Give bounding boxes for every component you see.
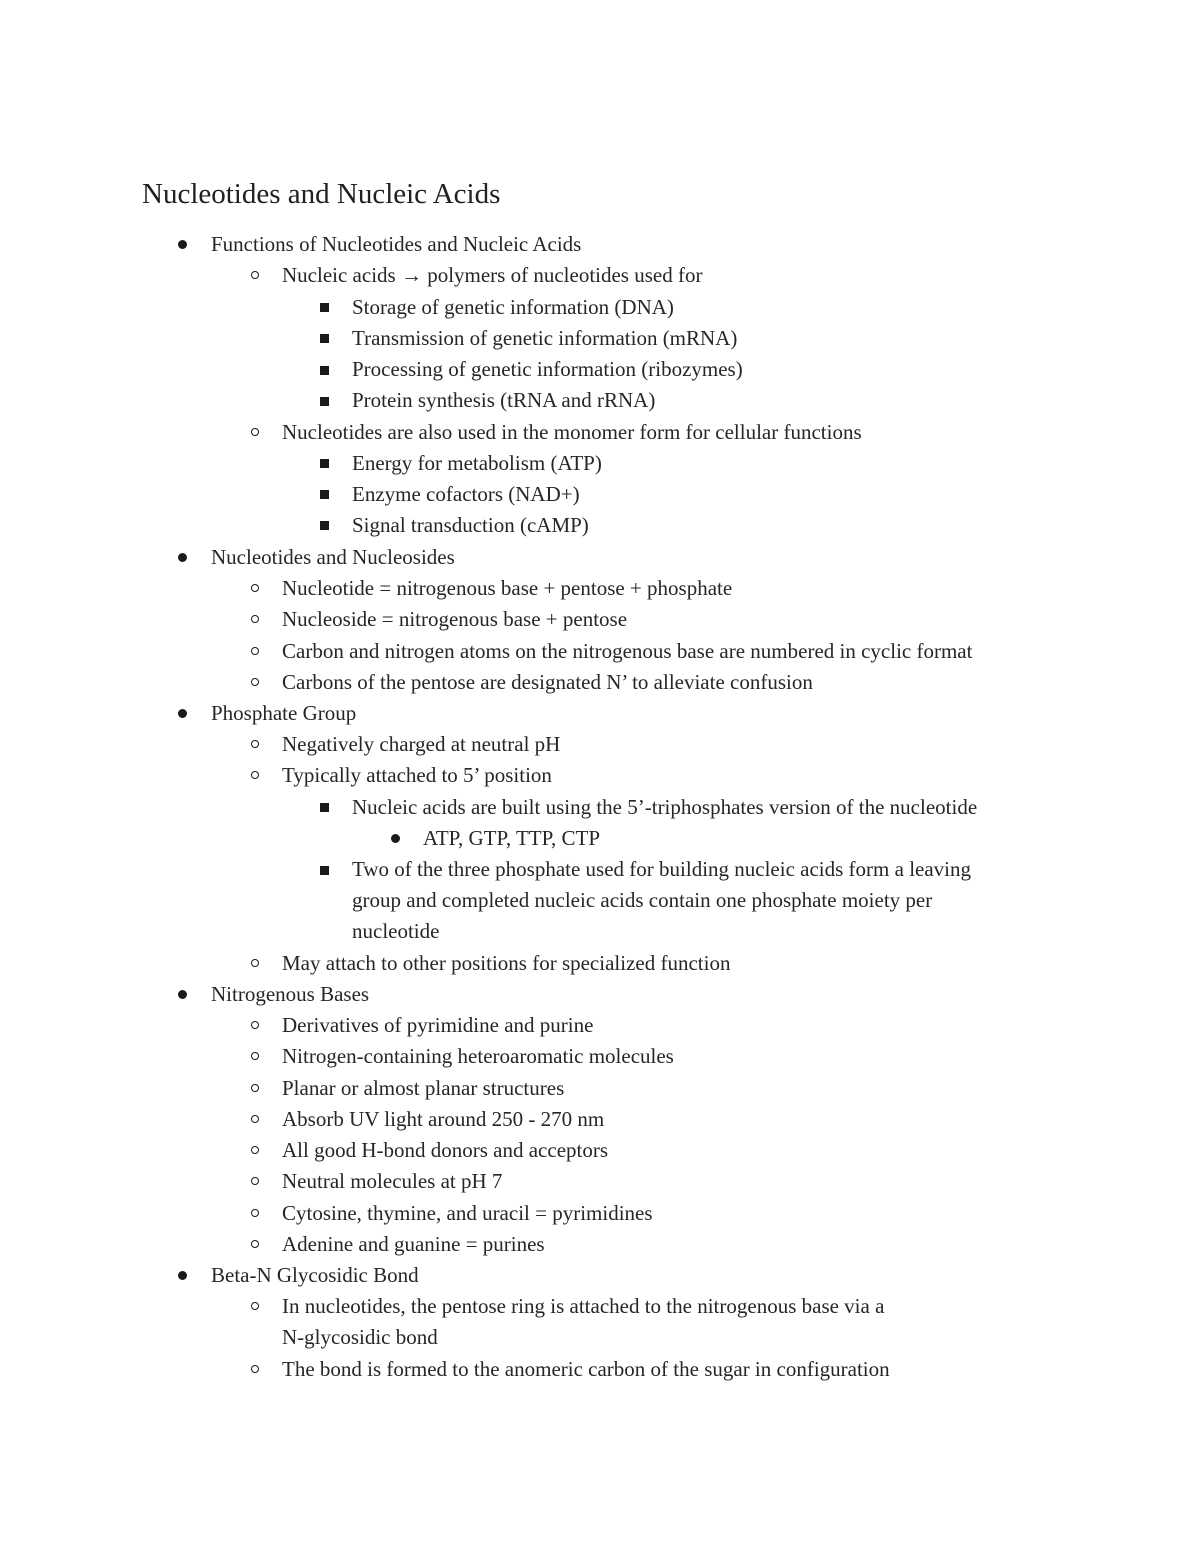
- section-heading-glycosidic: Beta-N Glycosidic Bond: [211, 1263, 419, 1287]
- list-item: All good H-bond donors and acceptors: [282, 1138, 609, 1162]
- bullet-circle: [251, 1365, 259, 1373]
- list-item: Enzyme cofactors (NAD+): [352, 482, 580, 506]
- list-item: Nucleotides are also used in the monomer form for cellular functions: [282, 420, 862, 444]
- bullet-disc: [391, 834, 400, 843]
- bullet-circle: [251, 647, 259, 655]
- bullet-disc: [178, 709, 187, 718]
- bullet-circle: [251, 1240, 259, 1248]
- bullet-circle: [251, 615, 259, 623]
- list-item: Planar or almost planar structures: [282, 1076, 565, 1100]
- list-item: The bond is formed to the anomeric carbon of the sugar in configuration: [282, 1357, 890, 1381]
- list-item: ATP, GTP, TTP, CTP: [423, 826, 601, 850]
- list-item: Processing of genetic information (ribozymes): [352, 357, 743, 381]
- bullet-circle: [251, 271, 259, 279]
- list-item: Nucleoside = nitrogenous base + pentose: [282, 607, 628, 631]
- list-item: Carbons of the pentose are designated N’ to alleviate confusion: [282, 670, 813, 694]
- list-item: Adenine and guanine = purines: [282, 1232, 545, 1256]
- section-heading-bases: Nitrogenous Bases: [211, 982, 370, 1006]
- section-heading-functions: Functions of Nucleotides and Nucleic Acids: [211, 232, 582, 256]
- list-item-continuation: nucleotide: [352, 919, 440, 943]
- list-item-continuation: N-glycosidic bond: [282, 1325, 438, 1349]
- bullet-square: [320, 803, 329, 812]
- list-item: Carbon and nitrogen atoms on the nitrogenous base are numbered in cyclic format: [282, 639, 973, 663]
- bullet-circle: [251, 1177, 259, 1185]
- bullet-square: [320, 459, 329, 468]
- list-item: Nucleic acids → polymers of nucleotides used for: [282, 263, 703, 287]
- bullet-circle: [251, 1115, 259, 1123]
- bullet-circle: [251, 428, 259, 436]
- bullet-circle: [251, 584, 259, 592]
- section-heading-phosphate: Phosphate Group: [211, 701, 357, 725]
- list-item: In nucleotides, the pentose ring is attached to the nitrogenous base via a: [282, 1294, 885, 1318]
- bullet-square: [320, 521, 329, 530]
- list-item: Transmission of genetic information (mRNA): [352, 326, 738, 350]
- bullet-circle: [251, 678, 259, 686]
- bullet-circle: [251, 1084, 259, 1092]
- section-heading-nucleosides: Nucleotides and Nucleosides: [211, 545, 455, 569]
- bullet-circle: [251, 740, 259, 748]
- list-item: Cytosine, thymine, and uracil = pyrimidines: [282, 1201, 653, 1225]
- bullet-square: [320, 303, 329, 312]
- bullet-circle: [251, 1052, 259, 1060]
- list-item: May attach to other positions for specialized function: [282, 951, 731, 975]
- bullet-circle: [251, 1209, 259, 1217]
- list-item: Absorb UV light around 250 - 270 nm: [282, 1107, 605, 1131]
- list-item: Storage of genetic information (DNA): [352, 295, 674, 319]
- list-item: Typically attached to 5’ position: [282, 763, 552, 787]
- list-item: Energy for metabolism (ATP): [352, 451, 602, 475]
- bullet-square: [320, 490, 329, 499]
- bullet-disc: [178, 1271, 187, 1280]
- bullet-disc: [178, 990, 187, 999]
- list-item-continuation: group and completed nucleic acids contain one phosphate moiety per: [352, 888, 933, 912]
- page-title: Nucleotides and Nucleic Acids: [142, 178, 501, 210]
- list-item: Two of the three phosphate used for building nucleic acids form a leaving: [352, 857, 972, 881]
- bullet-square: [320, 866, 329, 875]
- list-item: Nucleotide = nitrogenous base + pentose + phosphate: [282, 576, 733, 600]
- list-item: Nucleic acids are built using the 5’-triphosphates version of the nucleotide: [352, 795, 978, 819]
- list-item: Neutral molecules at pH 7: [282, 1169, 503, 1193]
- list-item: Protein synthesis (tRNA and rRNA): [352, 388, 656, 412]
- bullet-circle: [251, 1146, 259, 1154]
- list-item: Nitrogen-containing heteroaromatic molecules: [282, 1044, 674, 1068]
- list-item: Derivatives of pyrimidine and purine: [282, 1013, 594, 1037]
- bullet-square: [320, 366, 329, 375]
- bullet-circle: [251, 771, 259, 779]
- bullet-square: [320, 334, 329, 343]
- list-item: Negatively charged at neutral pH: [282, 732, 561, 756]
- bullet-square: [320, 397, 329, 406]
- bullet-disc: [178, 553, 187, 562]
- bullet-circle: [251, 1021, 259, 1029]
- bullet-disc: [178, 240, 187, 249]
- bullet-circle: [251, 1302, 259, 1310]
- list-item: Signal transduction (cAMP): [352, 513, 589, 537]
- bullet-circle: [251, 959, 259, 967]
